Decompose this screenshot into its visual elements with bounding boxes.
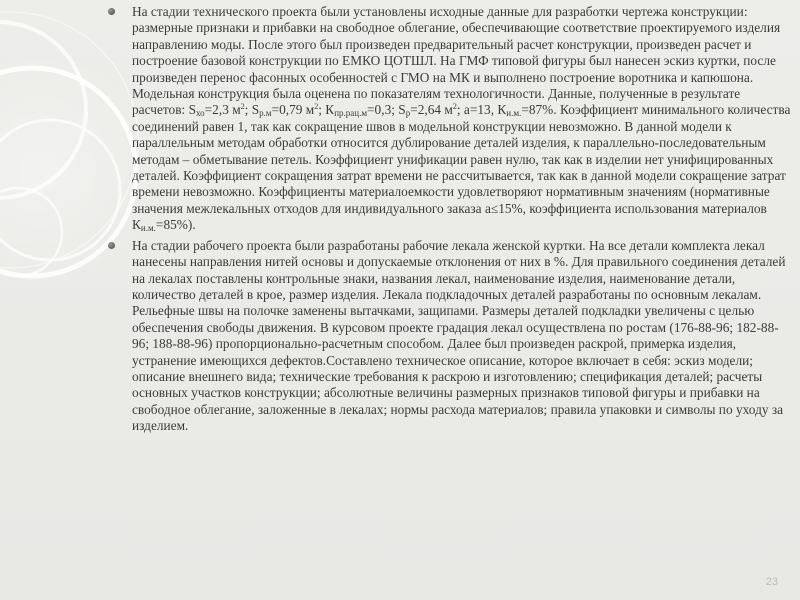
p2-text: На стадии рабочего проекта были разработаны рабочие лекала женской куртки. На все детали комплекта лекал нанесены направления нитей основы и допускаемые отклонения от них в %. Для правильного соединения деталей на лекалах поставлены контрольные знаки, названия лекал, наименование изделия, наименование детали, количество деталей в крое, размер изделия. Лекала подкладочных деталей разработаны по основным лекалам. Рельефные швы на полочке заменены вытачками, защипами. Размеры деталей подкладки увеличены с целью обеспечения свободы движения. В курсовом проекте градация лекал осуществлена по ростам (176-88-96; 182-88-96; 188-88-96) пропорционально-расчетным способом. Далее был произведен раскрой, примерка изделия, устранение имеющихся дефектов.Составлено техническое описание, которое включает в себя: эскиз модели; описание внешнего вида; технические требования к раскрою и изготовлению; спецификация деталей; расчеты основных участков конструкции; абсолютные величины размерных признаков типовой фигуры и прибавки на свободное облегание, заложенные в лекалах; нормы расхода материалов; правила упаковки и символы по уходу за изделием. [132, 237, 786, 434]
p1-p-value: =2,64 м [410, 102, 453, 118]
paragraph-working-project [106, 238, 792, 435]
p1-rm-sq: 2 [314, 102, 319, 112]
p1-s-xo: S [188, 102, 196, 118]
paragraph-technical-project [106, 4, 792, 234]
p1-xo-value: =2,3 м [204, 102, 241, 118]
p1-p-sub: р [405, 108, 411, 119]
p1-s-rm: S [251, 102, 260, 118]
p1-rest: Коэффициент минимального количества соединений равен 1, так как сокращение швов в модельной конструкции невозможно. В данной модели к параллельным методам обработки относится дублирование деталей изделия, к параллельно-последовательным методам – обметывание петель. Коэффициент унификации равен нулю, так как в изделии нет унифицированных деталей. Коэффициент сокращения затрат времени не рассчитывается, так как в данной модели сокращение затрат времени невозможно. Коэффициенты материалоемкости удовлетворяют нормативным значениям (нормативные значения межлекальных отходов для индивидуального заказа a≤15%, коэффициента использования материалов [132, 102, 791, 216]
p1-sep2: ; [318, 102, 326, 118]
p1-im-end-sub: и.м. [140, 223, 156, 234]
p1-intro: На стадии технического проекта были установлены исходные данные для разработки чертежа конструкции: размерные признаки и прибавки на свободное облегание, обеспечивающие соответствие проектируемого изделия направлению моды. После этого был произведен предварительный расчет конструкции, произведен расчет и построение базовой конструкции по ЕМКО ЦОТШЛ. На ГМФ типовой фигуры был нанесен эскиз куртки, после произведен перенос фасонных особенностей с ГМО на МК и выполнено построение воротника и капюшона. Модельная конструкция была оценена по показателям технологичности. Данные, полученные в результате расчетов: [132, 4, 781, 118]
p1-xo-sub: хо [195, 108, 205, 119]
p1-k-im: К [497, 102, 507, 118]
p1-im-sub: и.м. [506, 108, 522, 119]
p1-s-p: S [398, 102, 406, 118]
p1-prrac-value: =0,3; [367, 102, 399, 118]
p1-sep1: ; [244, 102, 252, 118]
p1-k-im-end: К [132, 217, 141, 233]
p1-k-prrac: К [325, 102, 335, 118]
p1-p-sq: 2 [452, 102, 457, 112]
p1-a-value: ; а=13, [456, 102, 498, 118]
p1-prrac-sub: пр.рац.м [334, 108, 368, 119]
p1-rm-value: =0,79 м [271, 102, 315, 118]
p1-rm-sub: р.м [259, 108, 272, 119]
p1-im-value: =87%. [521, 102, 557, 118]
slide-content [106, 4, 792, 439]
page-number: 23 [765, 576, 778, 588]
p1-xo-sq: 2 [240, 102, 245, 112]
bullet-icon [108, 8, 115, 15]
bullet-icon [108, 242, 115, 249]
p1-end: =85%). [155, 217, 196, 233]
